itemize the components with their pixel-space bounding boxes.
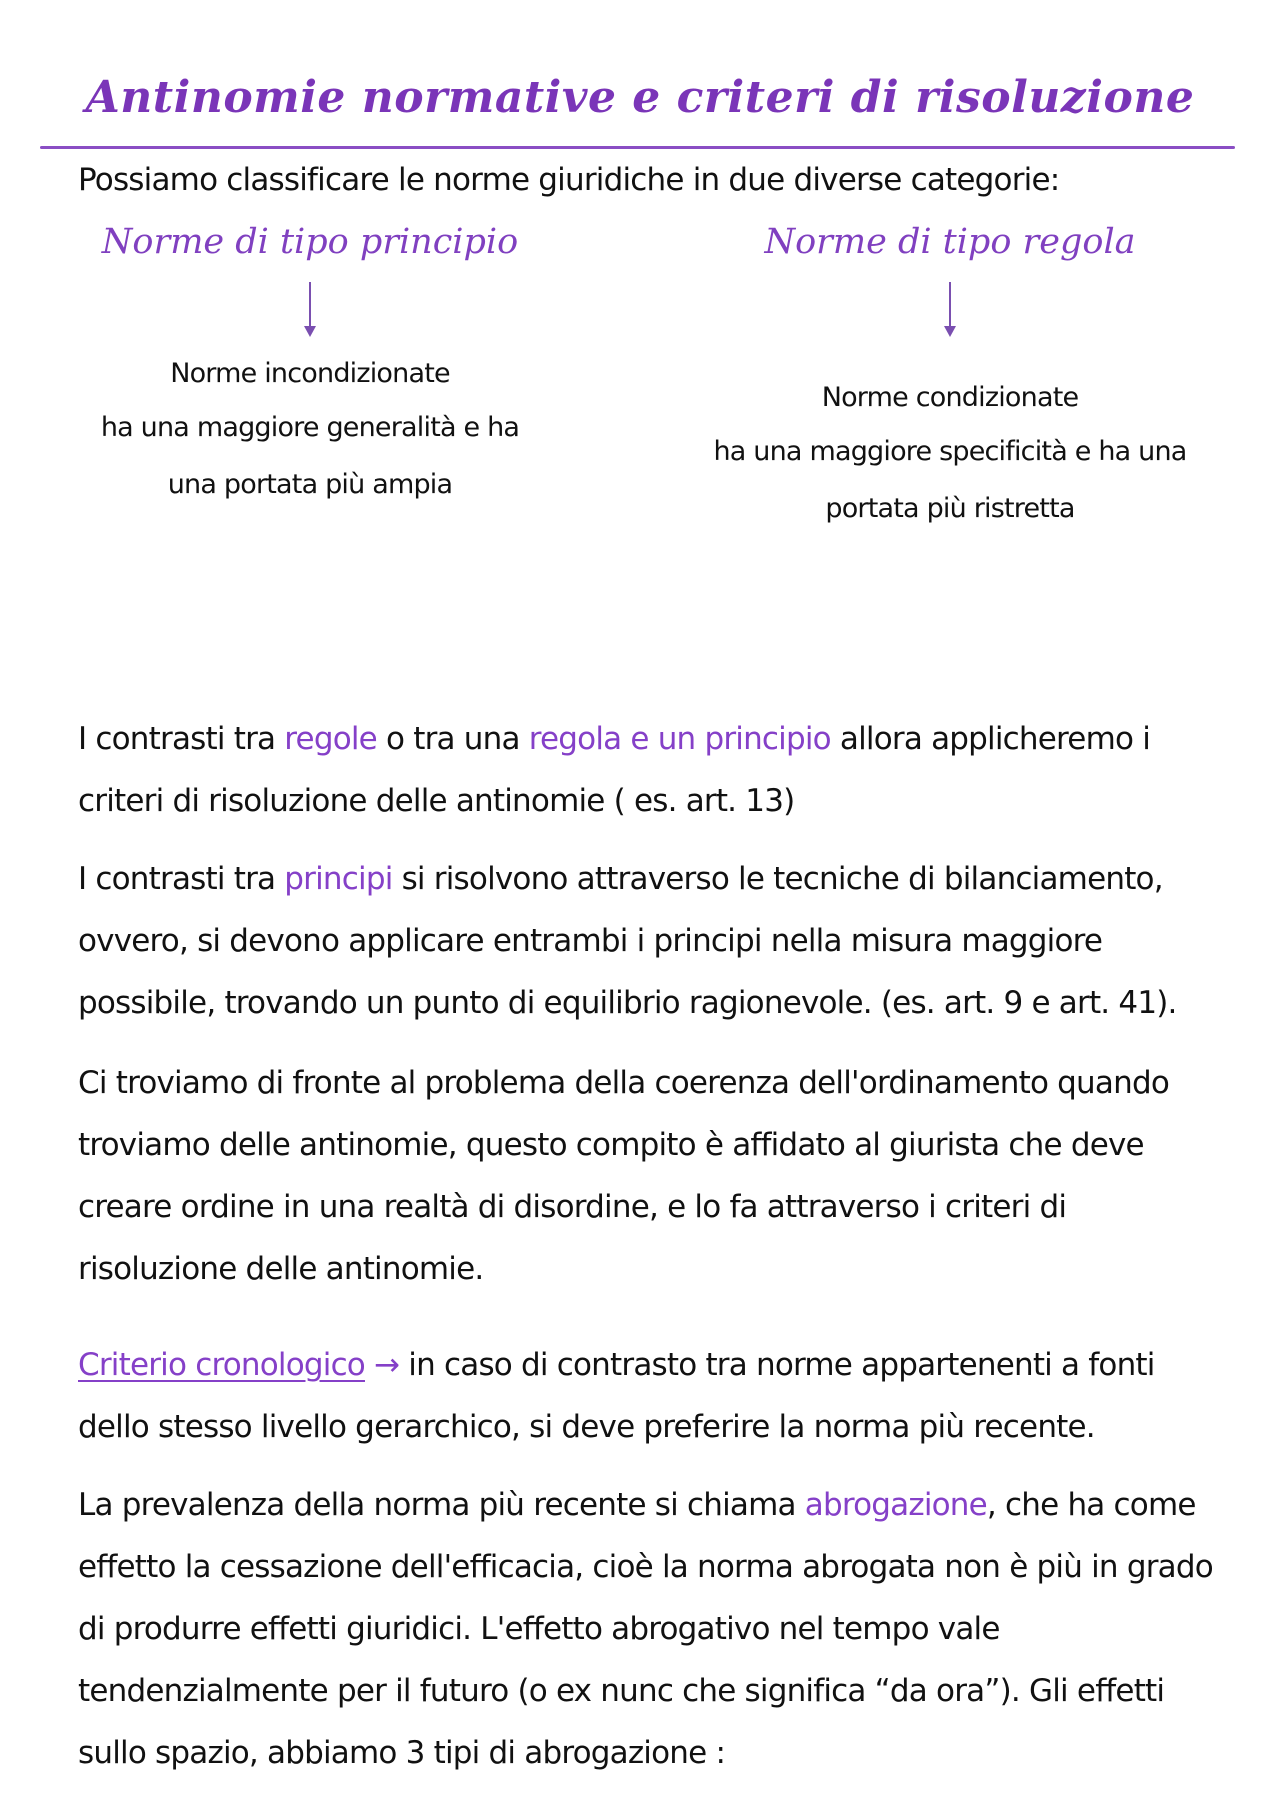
abrogation-paragraph: La prevalenza della norma più recente si chiama abrogazione, che ha come effetto la cessazione dell'efficacia, cioè la norma abrogata non è più in grado di produrre effetti giuridici. L'effetto abrogativo nel tempo vale tendenzialmente per il futuro (o ex nunc che significa “da ora”). Gli effetti sullo spazio, abbiamo 3 tipi di abrogazione : [78, 1487, 1213, 1771]
intro-text: Possiamo classificare le norme giuridiche in due diverse categorie: [78, 162, 1060, 198]
principle-norms-heading: Norme di tipo principio [101, 222, 519, 262]
rules-contrast-paragraph: I contrasti tra regole o tra una regola e un principio allora applicheremo i criteri di risoluzione delle antinomie ( es. art. 13) [78, 721, 1151, 819]
highlight-principi: principi [284, 861, 393, 897]
arrow-right-icon: → [374, 1347, 400, 1383]
principles-contrast-paragraph: I contrasti tra principi si risolvono attraverso le tecniche di bilanciamento, ovvero, si devono applicare entrambi i principi nella misura maggiore possibile, trovando un punto di equilibrio ragionevole. (es. art. 9 e art. 41). [78, 861, 1177, 1021]
rule-norms-desc-line2: portata più ristretta [825, 493, 1075, 524]
page-title: Antinomie normative e criteri di risoluzione [85, 72, 1195, 123]
rule-norms-label: Norme condizionate [821, 382, 1079, 413]
highlight-abrogazione: abrogazione [804, 1487, 987, 1523]
coherence-paragraph: Ci troviamo di fronte al problema della coerenza dell'ordinamento quando troviamo delle antinomie, questo compito è affidato al giurista che deve creare ordine in una realtà di disordine, e lo fa attraverso i criteri di risoluzione delle antinomie. [78, 1065, 1169, 1287]
principle-norms-label: Norme incondizionate [170, 358, 450, 389]
highlight-regole: regole [284, 721, 377, 757]
principle-norms-desc-line2: una portata più ampia [167, 469, 453, 500]
rule-norms-heading: Norme di tipo regola [764, 222, 1136, 262]
rule-norms-desc-line1: ha una maggiore specificità e ha una [713, 436, 1187, 467]
principle-norms-column [90, 212, 530, 513]
title-underline [40, 146, 1235, 149]
principle-norms-desc-line1: ha una maggiore generalità e ha [100, 412, 520, 443]
rule-norms-column [700, 212, 1200, 537]
arrow-down-icon [940, 272, 960, 342]
arrow-down-icon [300, 272, 320, 342]
chronological-criterion-paragraph: Criterio cronologico → in caso di contrasto tra norme appartenenti a fonti dello stesso livello gerarchico, si deve preferire la norma più recente. [78, 1347, 1155, 1445]
chronological-criterion-term: Criterio cronologico [78, 1347, 365, 1383]
highlight-regola-principio: regola e un principio [528, 721, 831, 757]
